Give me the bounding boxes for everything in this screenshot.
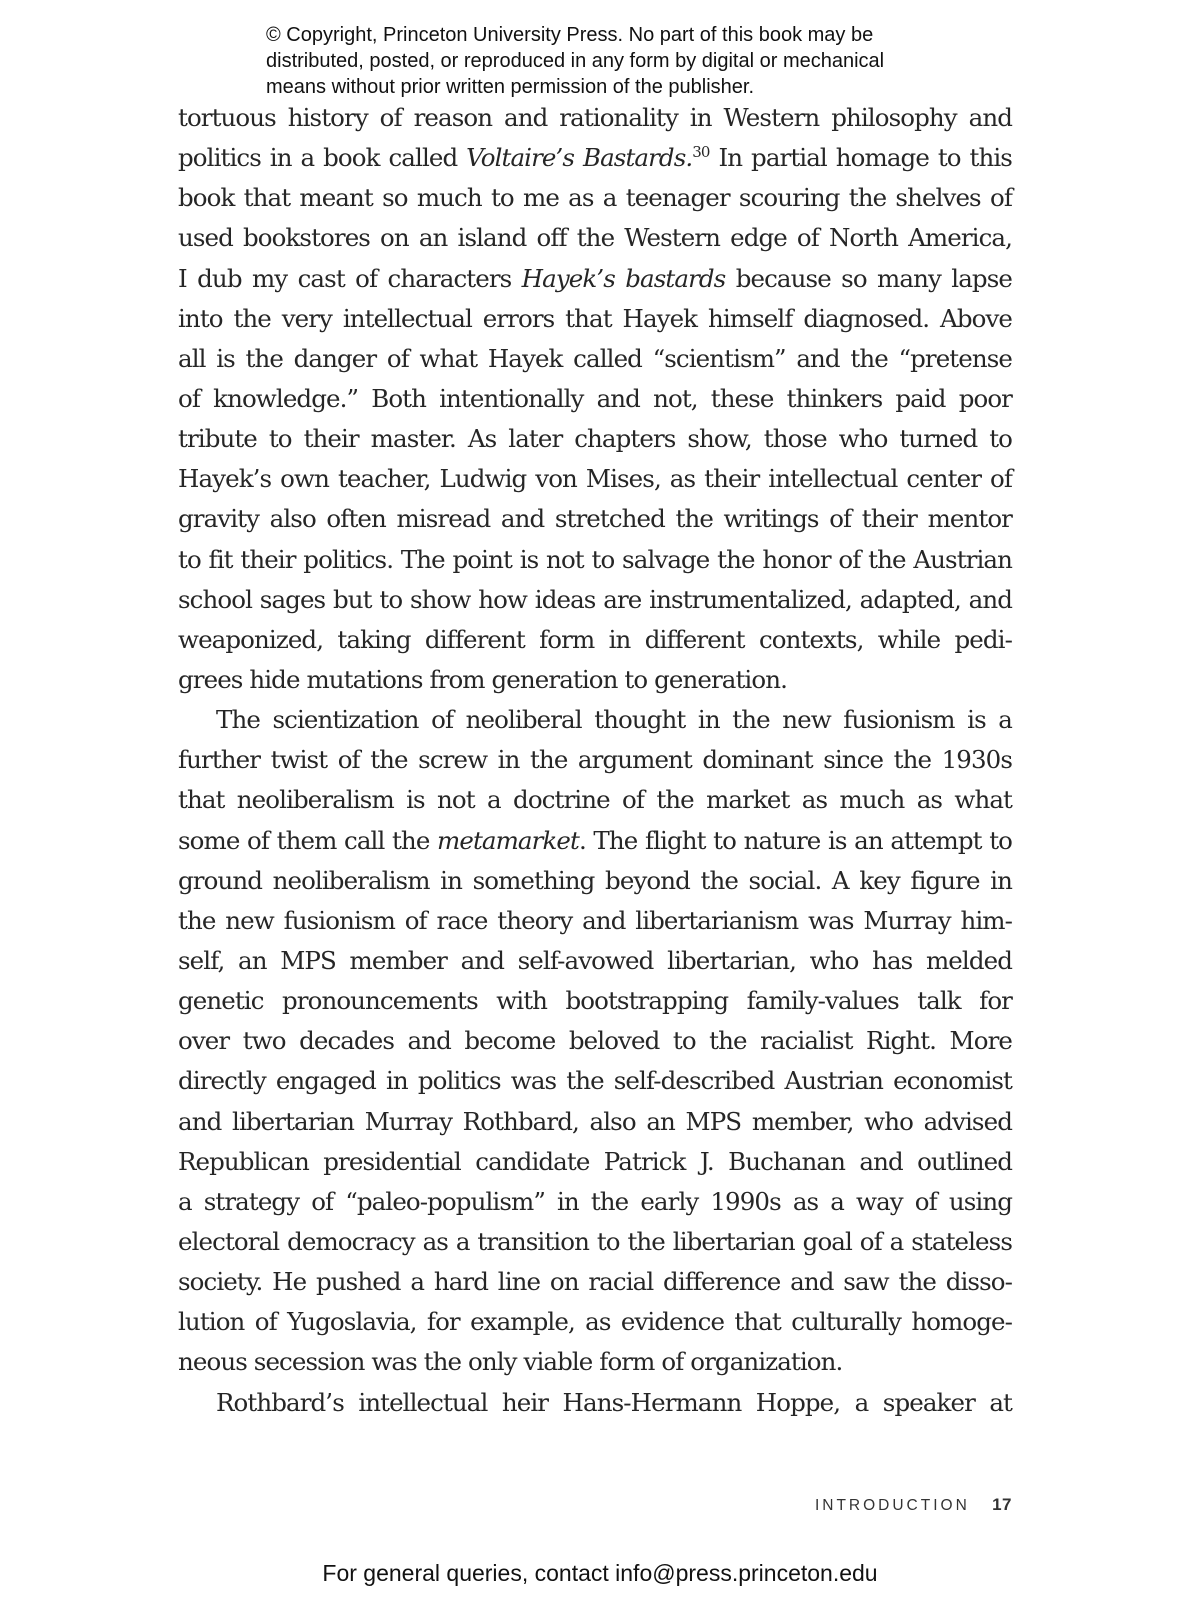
italic-title: metamarket [437, 825, 579, 855]
text-line: Rothbard’s intellectual heir Hans-Hermann Hoppe, a speaker at [216, 1387, 1012, 1417]
copyright-line: © Copyright, Princeton University Press. No part of this book may be [266, 24, 874, 46]
text-line: tribute to their master. As later chapters show, those who turned to [178, 424, 1012, 454]
text-line: weaponized, taking different form in different contexts, while pedi- [178, 624, 1012, 654]
copyright-line: distributed, posted, or reproduced in any form by digital or mechanical [266, 50, 885, 72]
text-line: used bookstores on an island off the Western edge of North America, [178, 223, 1012, 253]
text-line: directly engaged in politics was the self-described Austrian economist [178, 1066, 1012, 1096]
text-line: politics in a book called Voltaire’s Bastards.$^{30}$ In partial homage to this [178, 143, 1012, 173]
text-line: I dub my cast of characters Hayek’s bastards because so many lapse [178, 263, 1012, 293]
text-line: tortuous history of reason and rationality in Western philosophy and [178, 103, 1012, 132]
italic-title: Voltaire’s Bastards. [466, 143, 693, 173]
text-line: self, an MPS member and self-avowed libertarian, who has melded [178, 945, 1012, 975]
text-line: electoral democracy as a transition to the libertarian goal of a stateless [178, 1226, 1012, 1256]
text-line: further twist of the screw in the argument dominant since the 1930s [178, 745, 1012, 775]
italic-title: Hayek’s bastards [521, 263, 726, 293]
footnote-ref: 30 [692, 143, 710, 162]
running-footer [815, 1495, 1012, 1515]
text-line: all is the danger of what Hayek called “scientism” and the “pretense [178, 343, 1012, 373]
text-line: ground neoliberalism in something beyond the social. A key figure in [178, 865, 1012, 895]
text-line: and libertarian Murray Rothbard, also an MPS member, who advised [178, 1106, 1012, 1136]
text-line: to fit their politics. The point is not to salvage the honor of the Austrian [178, 544, 1012, 574]
text-line: book that meant so much to me as a teenager scouring the shelves of [178, 183, 1012, 213]
copyright-notice [266, 22, 986, 100]
contact-line: For general queries, contact info@press.princeton.edu [322, 1560, 878, 1586]
text-line: of knowledge.” Both intentionally and not, these thinkers paid poor [178, 383, 1012, 413]
text-line: that neoliberalism is not a doctrine of the market as much as what [178, 785, 1012, 815]
text-line: lution of Yugoslavia, for example, as evidence that culturally homoge- [178, 1307, 1012, 1337]
text-line: over two decades and become beloved to the racialist Right. More [178, 1026, 1012, 1056]
text-line: The scientization of neoliberal thought in the new fusionism is a [216, 705, 1012, 735]
page-number: 17 [992, 1495, 1012, 1514]
text-line: society. He pushed a hard line on racial difference and saw the disso- [178, 1267, 1012, 1297]
text-line: gravity also often misread and stretched the writings of their mentor [178, 504, 1012, 534]
text-line: into the very intellectual errors that Hayek himself diagnosed. Above [178, 303, 1012, 333]
text-line: neous secession was the only viable form of organization. [178, 1347, 843, 1377]
text-line: the new fusionism of race theory and libertarianism was Murray him- [178, 905, 1012, 935]
text-line: genetic pronouncements with bootstrapping family-values talk for [178, 986, 1012, 1016]
section-title: INTRODUCTION [814, 1497, 970, 1514]
text-line: a strategy of “paleo-populism” in the early 1990s as a way of using [178, 1186, 1012, 1216]
body-text [178, 98, 1012, 1423]
text-line: some of them call the metamarket. The flight to nature is an attempt to [178, 825, 1012, 855]
text-line: school sages but to show how ideas are instrumentalized, adapted, and [178, 584, 1012, 614]
copyright-line: means without prior written permission of the publisher. [266, 76, 755, 98]
text-line: grees hide mutations from generation to generation. [178, 664, 787, 694]
text-line: Republican presidential candidate Patrick J. Buchanan and outlined [178, 1146, 1012, 1176]
text-line: Hayek’s own teacher, Ludwig von Mises, as their intellectual center of [178, 464, 1012, 494]
